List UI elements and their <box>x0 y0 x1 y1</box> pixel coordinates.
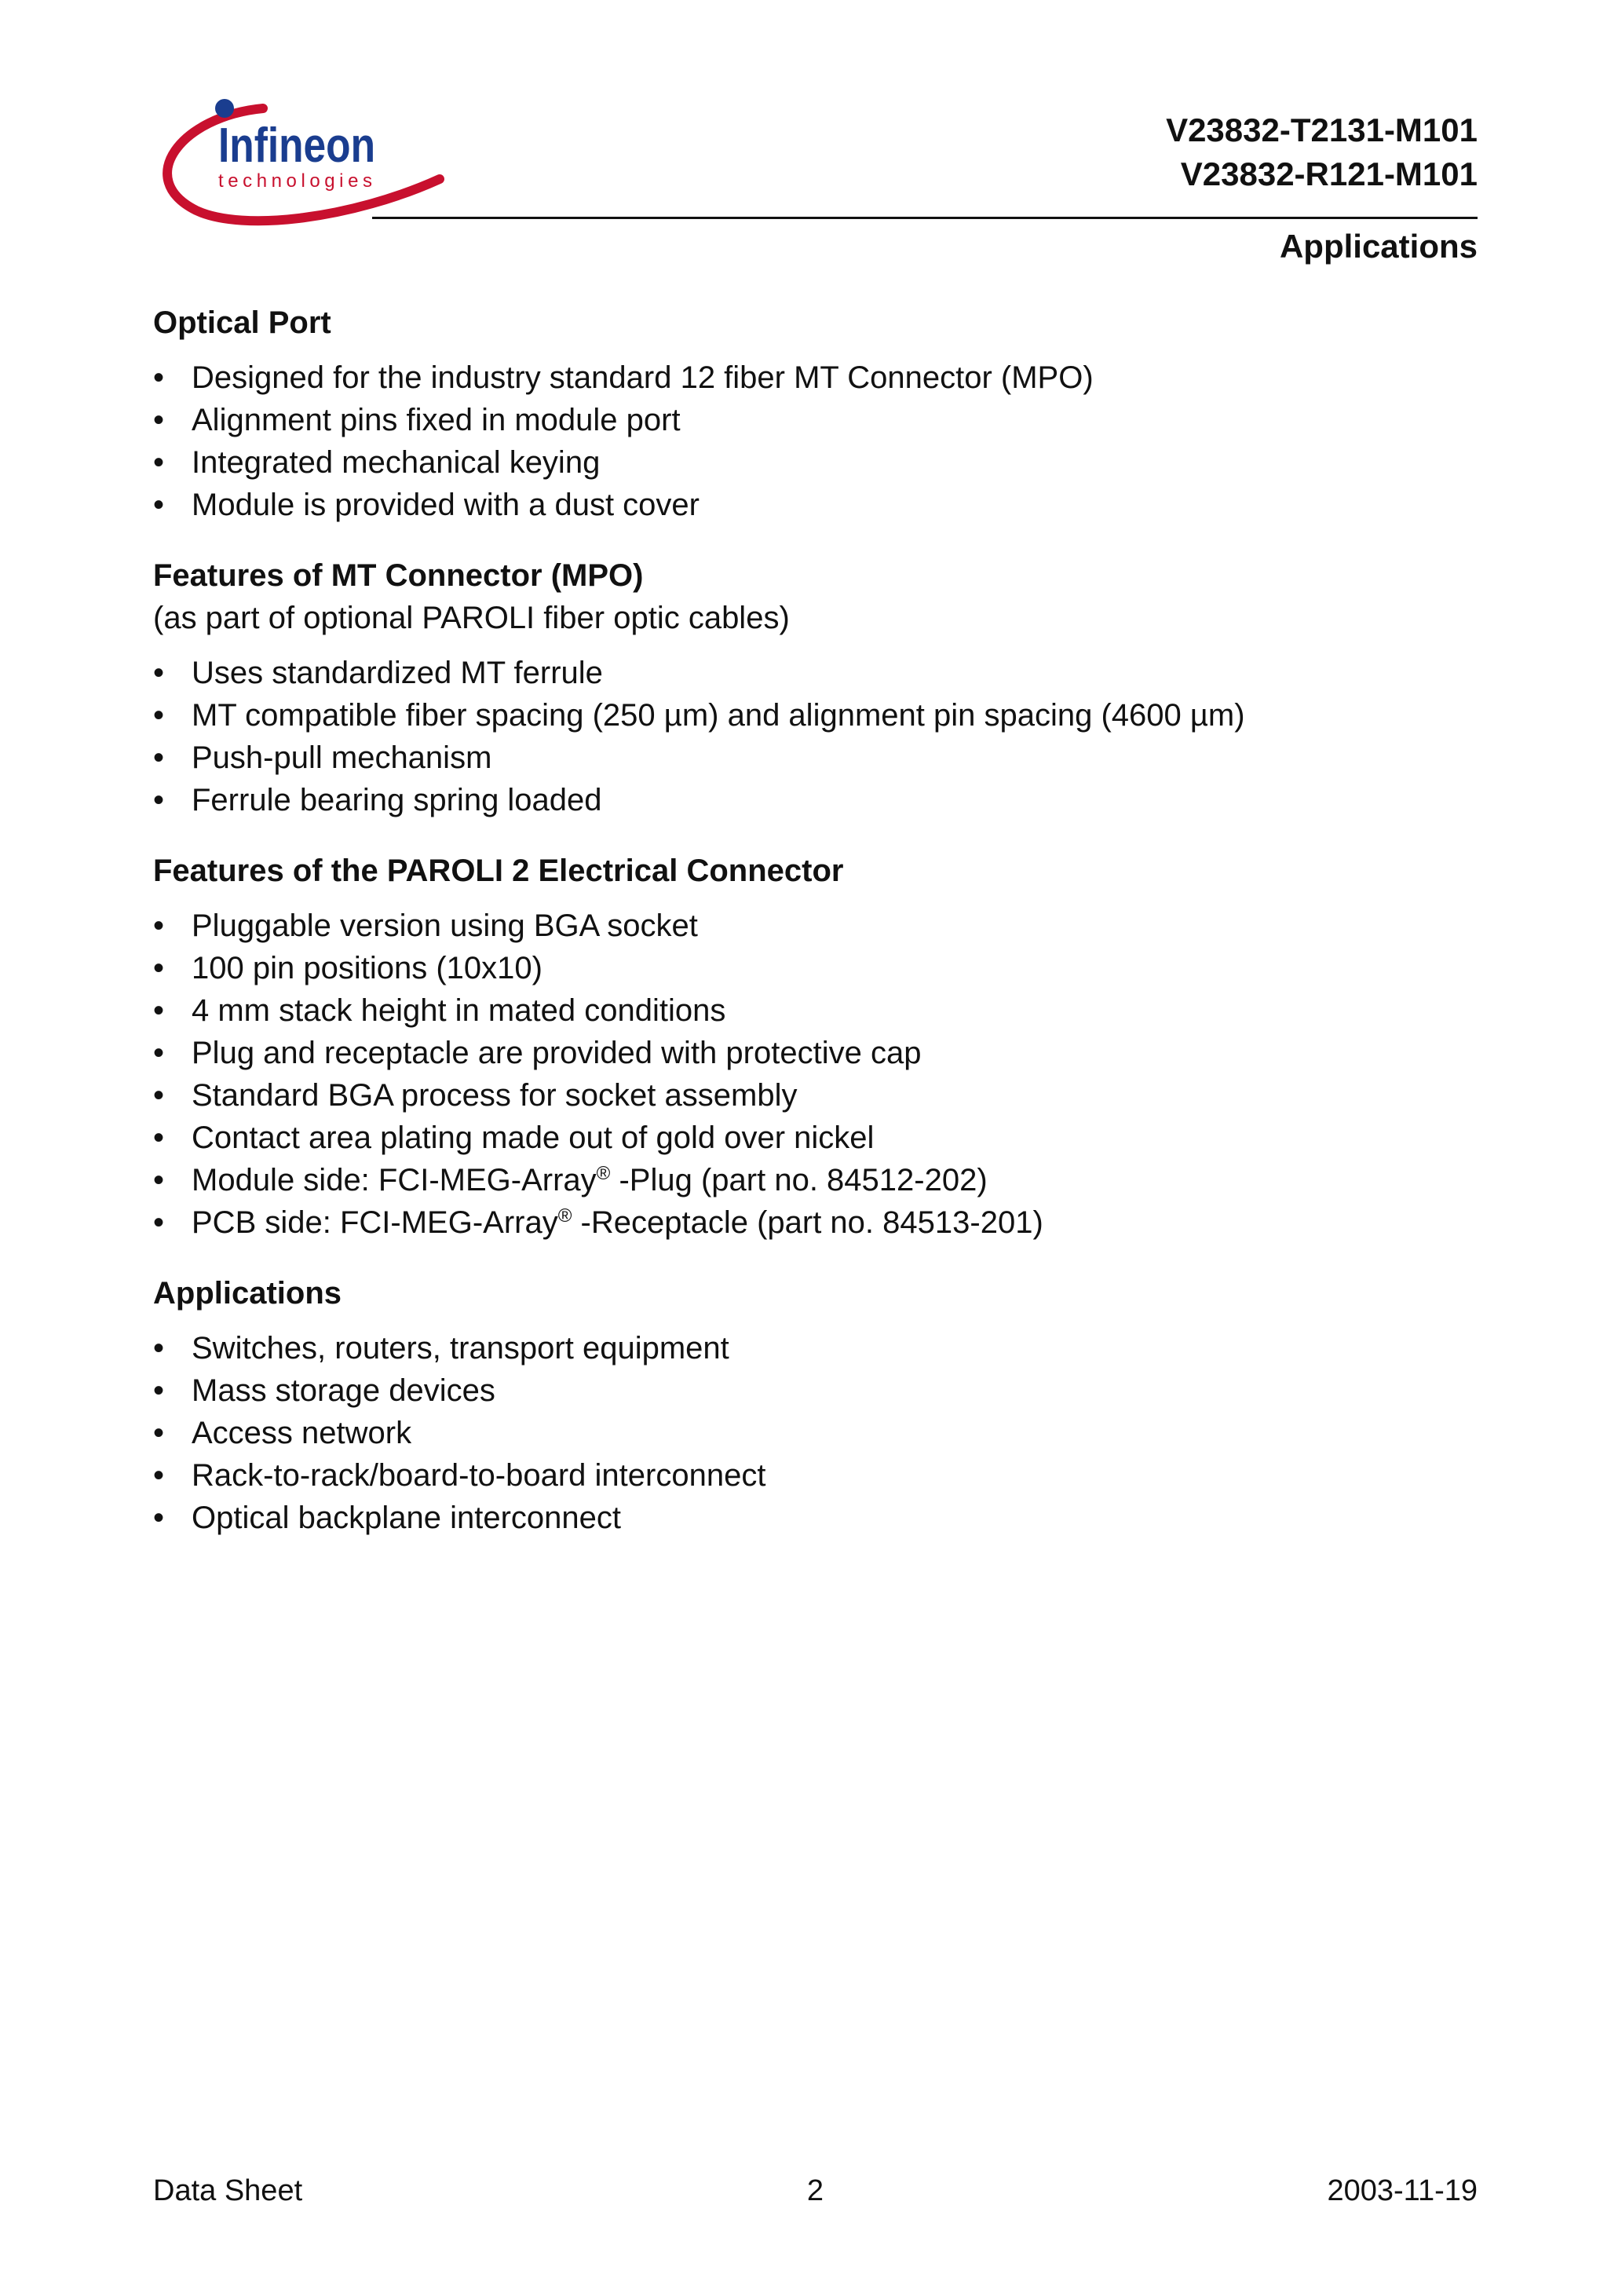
footer-page-number: 2 <box>806 2174 824 2207</box>
header-divider <box>372 217 1478 219</box>
list-item-text: Alignment pins fixed in module port <box>192 403 681 437</box>
list-item <box>153 1074 1480 1117</box>
bullet-icon: • <box>153 360 165 395</box>
section-features-of-the-paroli-2-electrical-connector <box>153 850 1480 1244</box>
list-item <box>153 1032 1480 1074</box>
section-title: Optical Port <box>153 305 331 340</box>
list-item <box>153 1369 1480 1412</box>
list-item-text: Pluggable version using BGA socket <box>192 909 698 943</box>
bullet-icon: • <box>153 1205 165 1240</box>
list-item <box>153 779 1480 821</box>
list-item-text: Access network <box>192 1416 412 1450</box>
bullet-icon: • <box>153 993 165 1028</box>
bullet-icon: • <box>153 783 165 817</box>
bullet-icon: • <box>153 1331 165 1366</box>
bullet-icon: • <box>153 445 165 480</box>
part-number-secondary: V23832-R121-M101 <box>1180 155 1478 192</box>
part-number-primary: V23832-T2131-M101 <box>1166 112 1478 148</box>
bullet-list <box>153 1327 1480 1539</box>
section-subtitle: (as part of optional PAROLI fiber optic cables) <box>153 601 790 635</box>
list-item-text: Standard BGA process for socket assembly <box>192 1078 798 1113</box>
bullet-icon: • <box>153 403 165 437</box>
bullet-icon: • <box>153 909 165 943</box>
list-item-text: Contact area plating made out of gold over nickel <box>192 1121 875 1155</box>
list-item <box>153 694 1480 737</box>
list-item-text: Mass storage devices <box>192 1373 495 1408</box>
list-item-text: Optical backplane interconnect <box>192 1501 621 1535</box>
bullet-icon: • <box>153 488 165 522</box>
list-item-text: MT compatible fiber spacing (250 µm) and alignment pin spacing (4600 µm) <box>192 698 1245 733</box>
list-item <box>153 441 1480 484</box>
section-title: Features of MT Connector (MPO) <box>153 558 644 593</box>
svg-text:technologies: technologies <box>218 170 372 192</box>
list-item-text: Designed for the industry standard 12 fiber MT Connector (MPO) <box>192 360 1094 395</box>
list-item <box>153 399 1480 441</box>
list-item-text: Integrated mechanical keying <box>192 445 601 480</box>
list-item-text: Module side: FCI-MEG-Array® -Plug (part no. 84512-202) <box>192 1163 988 1197</box>
list-item-text: Module is provided with a dust cover <box>192 488 700 522</box>
page-section-label: Applications <box>1279 228 1478 265</box>
section-title: Features of the PAROLI 2 Electrical Connector <box>153 854 844 888</box>
list-item <box>153 652 1480 694</box>
list-item <box>153 1159 1480 1201</box>
list-item-text: Push-pull mechanism <box>192 740 492 775</box>
section-features-of-mt-connector-mpo <box>153 554 1480 821</box>
bullet-icon: • <box>153 1078 165 1113</box>
list-item-text: 4 mm stack height in mated conditions <box>192 993 726 1028</box>
bullet-icon: • <box>153 656 165 690</box>
bullet-icon: • <box>153 1416 165 1450</box>
bullet-icon: • <box>153 740 165 775</box>
list-item <box>153 1201 1480 1244</box>
list-item <box>153 947 1480 989</box>
bullet-icon: • <box>153 698 165 733</box>
list-item <box>153 989 1480 1032</box>
list-item <box>153 1117 1480 1159</box>
list-item-text: Uses standardized MT ferrule <box>192 656 603 690</box>
bullet-list <box>153 905 1480 1244</box>
document-body <box>153 302 1480 1567</box>
bullet-icon: • <box>153 1163 165 1197</box>
bullet-list <box>153 652 1480 821</box>
list-item-text: 100 pin positions (10x10) <box>192 951 542 985</box>
bullet-list <box>153 356 1480 526</box>
list-item <box>153 1454 1480 1497</box>
list-item <box>153 1412 1480 1454</box>
section-optical-port <box>153 302 1480 526</box>
bullet-icon: • <box>153 1373 165 1408</box>
list-item <box>153 356 1480 399</box>
list-item-text: Rack-to-rack/board-to-board interconnect <box>192 1458 766 1493</box>
footer-doc-type: Data Sheet <box>153 2174 303 2207</box>
list-item <box>153 484 1480 526</box>
bullet-icon: • <box>153 1458 165 1493</box>
bullet-icon: • <box>153 1501 165 1535</box>
list-item <box>153 737 1480 779</box>
list-item <box>153 1327 1480 1369</box>
list-item-text: Ferrule bearing spring loaded <box>192 783 602 817</box>
part-numbers <box>1166 108 1478 196</box>
list-item-text: Switches, routers, transport equipment <box>192 1331 729 1366</box>
footer-date: 2003-11-19 <box>1327 2174 1478 2207</box>
bullet-icon: • <box>153 1121 165 1155</box>
svg-text:Infineon: Infineon <box>218 119 375 173</box>
list-item <box>153 1497 1480 1539</box>
list-item-text: PCB side: FCI-MEG-Array® -Receptacle (part no. 84513-201) <box>192 1205 1043 1240</box>
section-applications <box>153 1272 1480 1539</box>
list-item <box>153 905 1480 947</box>
bullet-icon: • <box>153 1036 165 1070</box>
bullet-icon: • <box>153 951 165 985</box>
list-item-text: Plug and receptacle are provided with protective cap <box>192 1036 922 1070</box>
section-title: Applications <box>153 1276 342 1311</box>
